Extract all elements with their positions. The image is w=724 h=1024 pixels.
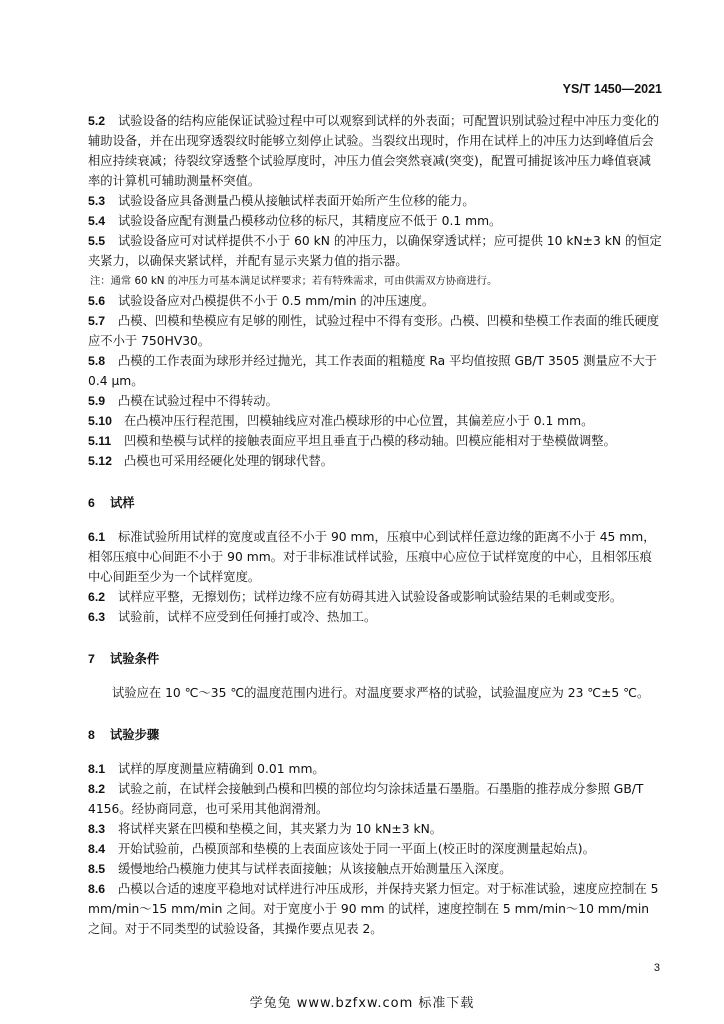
clause-text: 缓慢地给凸模施力使其与试样表面接触；从该接触点开始测量压入深度。 (118, 862, 512, 876)
clause-number: 5.12 (88, 454, 112, 468)
clause-5-2 (88, 111, 662, 191)
clause-number: 5.8 (88, 354, 106, 368)
clause-number: 8.6 (88, 882, 106, 896)
clause-6-1 (88, 527, 662, 587)
clause-text: 试验之前，在试样会接触到凸模和凹模的部位均匀涂抹适量石墨脂。石墨脂的推荐成分参照 GB/T 4156。经协商同意，也可采用其他润滑剂。 (88, 782, 644, 816)
section-title: 试验条件 (110, 652, 160, 666)
clause-text: 凸模的工作表面为球形并经过抛光，其工作表面的粗糙度 Ra 平均值按照 GB/T 3505 测量应不大于 0.4 μm。 (88, 354, 657, 388)
clause-8-5 (88, 859, 662, 879)
clause-text: 试样应平整，无擦划伤；试样边缘不应有妨碍其进入试验设备或影响试验结果的毛刺或变形。 (118, 590, 623, 604)
clause-number: 5.4 (88, 214, 106, 228)
clause-5-12 (88, 451, 662, 471)
clause-6-3 (88, 607, 662, 627)
clause-text: 在凸模冲压行程范围，凹模轴线应对准凸模球形的中心位置，其偏差应小于 0.1 mm。 (124, 414, 594, 428)
clause-number: 5.11 (88, 434, 112, 448)
clause-number: 5.10 (88, 414, 112, 428)
clause-number: 6.1 (88, 530, 106, 544)
clause-5-9 (88, 391, 662, 411)
clause-5-6 (88, 291, 662, 311)
clause-5-7 (88, 311, 662, 351)
clause-number: 8.2 (88, 782, 106, 796)
footer-watermark: 学兔兔 www.bzfxw.com 标准下载 (249, 996, 475, 1011)
clause-text: 凸模也可采用经硬化处理的钢球代替。 (124, 454, 334, 468)
clause-number: 8.3 (88, 822, 106, 836)
clause-number: 5.2 (88, 114, 106, 128)
clause-8-4 (88, 839, 662, 859)
section-heading-8 (88, 725, 662, 745)
clause-5-11 (88, 431, 662, 451)
clause-number: 5.6 (88, 294, 106, 308)
section-number: 6 (88, 496, 95, 510)
clause-text: 试验设备应对凸模提供不小于 0.5 mm/min 的冲压速度。 (118, 294, 435, 308)
section-number: 7 (88, 652, 95, 666)
clause-text: 试验设备应配有测量凸模移动位移的标尺，其精度应不低于 0.1 mm。 (118, 214, 502, 228)
clause-text: 试验前，试样不应受到任何捶打或冷、热加工。 (118, 610, 377, 624)
section-heading-7 (88, 649, 662, 669)
standard-code: YS/T 1450—2021 (562, 82, 662, 96)
clause-number: 6.3 (88, 610, 106, 624)
clause-text: 试验设备的结构应能保证试验过程中可以观察到试样的外表面；可配置识别试验过程中冲压力变化的辅助设备，并在出现穿透裂纹时能够立刻停止试验。当裂纹出现时，作用在试样上的冲压力达到峰值后会相应持续衰减；待裂纹穿透整个试验厚度时，冲压力值会突然衰减(突变)，配置可捕捉该冲压力峰值衰减率的计算机可辅助测量杯突值。 (88, 114, 660, 188)
clause-text: 开始试验前，凸模顶部和垫模的上表面应该处于同一平面上(校正时的深度测量起始点)。 (118, 842, 595, 856)
clause-number: 5.3 (88, 194, 106, 208)
clause-8-6 (88, 879, 662, 939)
page-content (88, 111, 662, 939)
clause-6-2 (88, 587, 662, 607)
section-7-text: 试验应在 10 ℃～35 ℃的温度范围内进行。对温度要求严格的试验，试验温度应为 23 ℃±5 ℃。 (112, 686, 650, 700)
clause-text: 标准试验所用试样的宽度或直径不小于 90 mm，压痕中心到试样任意边缘的距离不小于 45 mm，相邻压痕中心间距不小于 90 mm。对于非标准试样试验，压痕中心应位于试样宽度的中心，且相邻压痕中心间距至少为一个试样宽度。 (88, 530, 656, 584)
clause-number: 5.5 (88, 234, 106, 248)
section-heading-6 (88, 493, 662, 513)
clause-5-8 (88, 351, 662, 391)
clause-5-10 (88, 411, 662, 431)
clause-number: 6.2 (88, 590, 106, 604)
clause-text: 凹模和垫模与试样的接触表面应平坦且垂直于凸模的移动轴。凹模应能相对于垫模做调整。 (124, 434, 616, 448)
clause-number: 5.9 (88, 394, 106, 408)
clause-text: 试样的厚度测量应精确到 0.01 mm。 (118, 762, 325, 776)
section-title: 试样 (110, 496, 135, 510)
clause-text: 试验设备应具备测量凸模从接触试样表面开始所产生位移的能力。 (118, 194, 475, 208)
section-title: 试验步骤 (110, 728, 160, 742)
page-number: 3 (653, 962, 660, 974)
clause-5-3 (88, 191, 662, 211)
section-number: 8 (88, 728, 95, 742)
clause-number: 8.4 (88, 842, 106, 856)
clause-text: 凸模、凹模和垫模应有足够的刚性，试验过程中不得有变形。凸模、凹模和垫模工作表面的维氏硬度应不小于 750HV30。 (88, 314, 660, 348)
clause-8-1 (88, 759, 662, 779)
clause-number: 5.7 (88, 314, 106, 328)
note-5-5: 注：通常 60 kN 的冲压力可基本满足试样要求；若有特殊需求，可由供需双方协商进行。 (90, 275, 498, 287)
clause-number: 8.1 (88, 762, 106, 776)
clause-8-3 (88, 819, 662, 839)
clause-8-2 (88, 779, 662, 819)
clause-number: 8.5 (88, 862, 106, 876)
clause-text: 凸模以合适的速度平稳地对试样进行冲压成形，并保持夹紧力恒定。对于标准试验，速度应控制在 5 mm/min～15 mm/min 之间。对于宽度小于 90 mm 的试样，速度控制在 5 mm/min～10 mm/min 之间。对于不同类型的试验设备，其操作要点见表 2。 (88, 882, 659, 936)
clause-text: 凸模在试验过程中不得转动。 (118, 394, 278, 408)
clause-text: 将试样夹紧在凹模和垫模之间，其夹紧力为 10 kN±3 kN。 (118, 822, 443, 836)
clause-5-4 (88, 211, 662, 231)
clause-text: 试验设备应可对试样提供不小于 60 kN 的冲压力，以确保穿透试样；应可提供 10 kN±3 kN 的恒定夹紧力，以确保夹紧试样，并配有显示夹紧力值的指示器。 (88, 234, 662, 268)
clause-5-5 (88, 231, 662, 271)
